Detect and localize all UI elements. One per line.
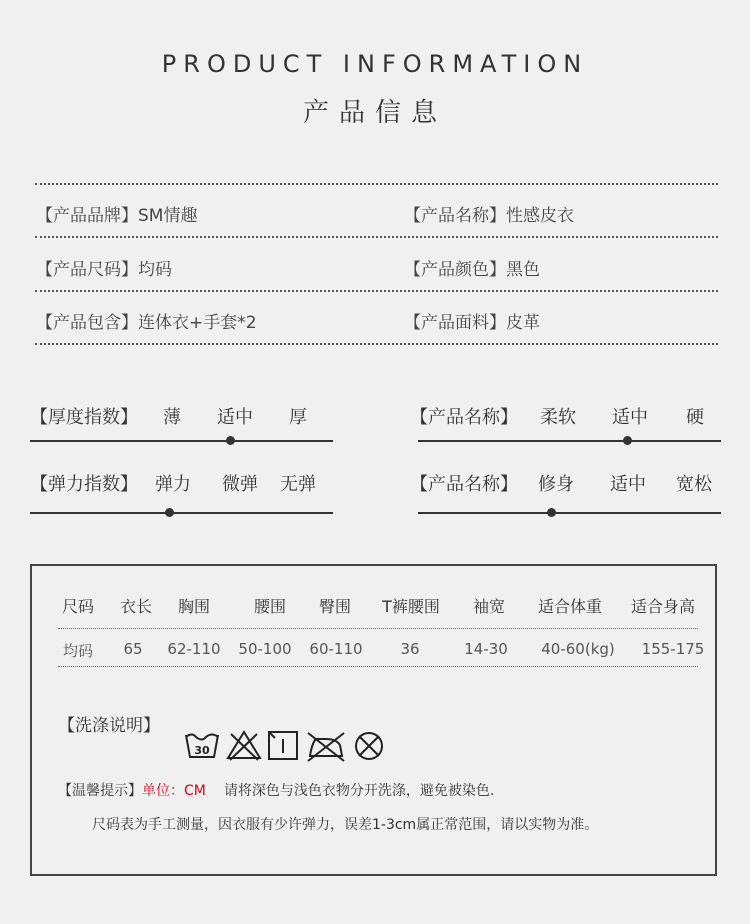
table-cell: 50-100: [238, 640, 292, 658]
scale-softness-label: 【产品名称】: [410, 407, 518, 428]
info-brand: 【产品品牌】SM情趣: [36, 206, 198, 226]
scale-elasticity-option: 弹力: [155, 474, 191, 495]
table-cell: 65: [123, 640, 143, 658]
tip-label: 【温馨提示】: [58, 783, 142, 799]
table-header: 臀围: [318, 597, 351, 616]
tip-line: [58, 780, 494, 800]
divider: [35, 236, 718, 238]
divider: [35, 183, 718, 185]
wash-title: 【洗涤说明】: [58, 716, 160, 736]
table-cell: 60-110: [309, 640, 363, 658]
divider: [35, 343, 718, 345]
info-fabric: 【产品面料】皮革: [404, 313, 540, 333]
table-header: 胸围: [177, 597, 210, 616]
table-cell: 155-175: [641, 640, 705, 658]
scale-elasticity-marker: [165, 508, 174, 517]
scale-fit-label: 【产品名称】: [410, 474, 518, 495]
info-size: 【产品尺码】均码: [36, 260, 172, 280]
info-includes: 【产品包含】连体衣+手套*2: [36, 313, 257, 333]
measurement-note: 尺码表为手工测量，因衣服有少许弹力，误差1-3cm属正常范围，请以实物为准。: [92, 817, 599, 833]
table-header: 衣长: [119, 597, 152, 616]
scale-softness-option: 柔软: [540, 407, 576, 428]
title-english: PRODUCT INFORMATION: [161, 50, 589, 78]
scale-fit-option: 修身: [538, 474, 574, 495]
wash-temp-label: 30: [194, 744, 210, 757]
title-chinese: 产品信息: [302, 98, 447, 128]
table-cell: 40-60(kg): [541, 640, 615, 658]
scale-thickness-marker: [226, 436, 235, 445]
scale-fit-option: 适中: [610, 474, 646, 495]
scale-thickness-label: 【厚度指数】: [30, 407, 138, 428]
scale-softness-option: 适中: [612, 407, 648, 428]
no-bleach-icon: [228, 732, 260, 760]
info-name: 【产品名称】性感皮衣: [404, 206, 574, 226]
table-cell: 62-110: [167, 640, 221, 658]
scale-fit-option: 宽松: [676, 474, 712, 495]
table-header: 袖宽: [472, 597, 505, 616]
scale-thickness-option: 适中: [217, 407, 253, 428]
scale-thickness-option: 薄: [163, 407, 181, 428]
table-header: 适合身高: [630, 597, 695, 616]
scale-elasticity-option: 无弹: [280, 474, 316, 495]
unit-label: 单位：CM: [142, 783, 206, 799]
scale-elasticity-option: 微弹: [222, 474, 258, 495]
table-cell: 14-30: [464, 640, 508, 658]
table-divider: [58, 666, 698, 667]
tumble-dry-icon: [269, 732, 297, 759]
wash-30-icon: [186, 735, 218, 758]
table-header: 适合体重: [537, 597, 602, 616]
table-header: 腰围: [253, 597, 286, 616]
table-cell: 均码: [62, 642, 93, 660]
no-iron-icon: [308, 733, 344, 761]
info-color: 【产品颜色】黑色: [404, 260, 540, 280]
table-divider: [58, 628, 698, 629]
tip-text: 请将深色与浅色衣物分开洗涤，避免被染色.: [223, 783, 495, 799]
scale-elasticity-label: 【弹力指数】: [30, 474, 138, 495]
table-header: T裤腰围: [382, 597, 440, 616]
scale-elasticity-track: [30, 512, 333, 514]
wash-icons: [184, 729, 394, 763]
scale-softness-option: 硬: [686, 407, 704, 428]
table-header: 尺码: [61, 597, 94, 616]
table-cell: 36: [400, 640, 420, 658]
scale-softness-marker: [623, 436, 632, 445]
scale-thickness-track: [30, 440, 333, 442]
no-dry-clean-icon: [356, 733, 382, 759]
scale-softness-track: [418, 440, 721, 442]
scale-thickness-option: 厚: [289, 407, 307, 428]
divider: [35, 290, 718, 292]
scale-fit-marker: [547, 508, 556, 517]
scale-fit-track: [418, 512, 721, 514]
